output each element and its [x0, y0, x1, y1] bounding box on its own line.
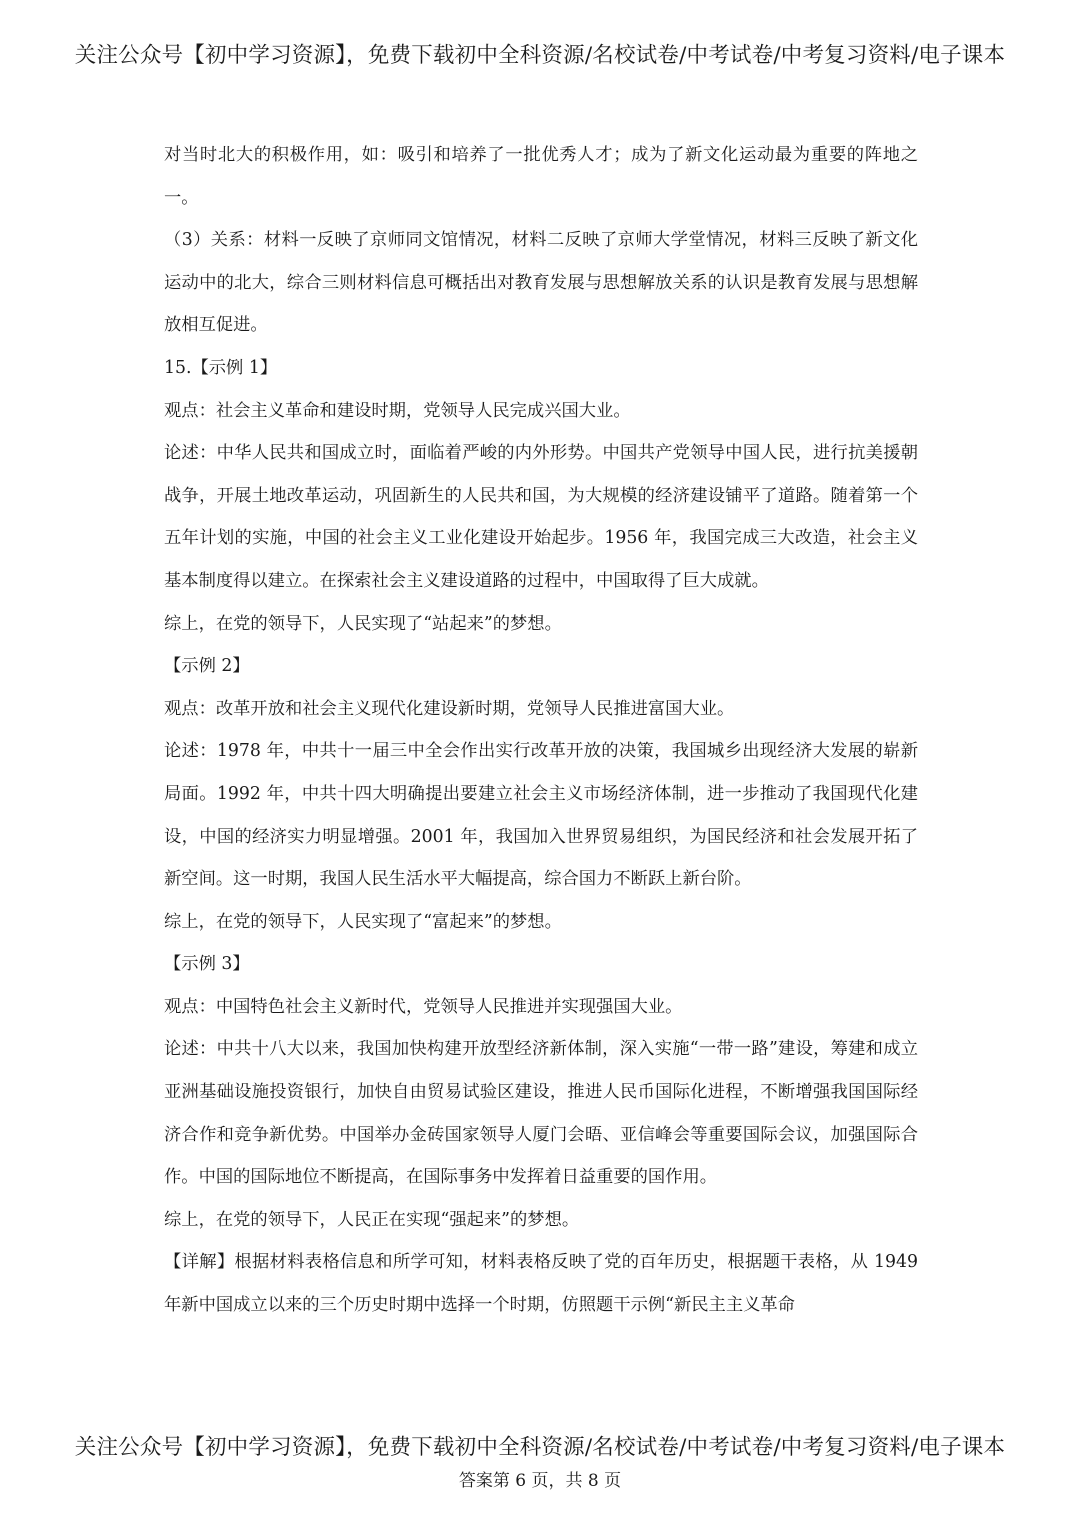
example-heading: 【示例 2】 [164, 656, 250, 677]
paragraph: 综上，在党的领导下，人民实现了“站起来”的梦想。 [164, 613, 562, 634]
example-heading: 【示例 3】 [164, 954, 250, 975]
paragraph: 综上，在党的领导下，人民正在实现“强起来”的梦想。 [164, 1209, 580, 1230]
paragraph: 观点：中国特色社会主义新时代，党领导人民推进并实现强国大业。 [164, 996, 683, 1017]
paragraph: 观点：社会主义革命和建设时期，党领导人民完成兴国大业。 [164, 400, 631, 421]
paragraph: 综上，在党的领导下，人民实现了“富起来”的梦想。 [164, 911, 562, 932]
bottom-promo-banner: 关注公众号【初中学习资源】，免费下载初中全科资源/名校试卷/中考试卷/中考复习资料/电子课本 [74, 1435, 1006, 1460]
paragraph: 观点：改革开放和社会主义现代化建设新时期，党领导人民推进富国大业。 [164, 698, 735, 719]
top-promo-banner: 关注公众号【初中学习资源】，免费下载初中全科资源/名校试卷/中考试卷/中考复习资料/电子课本 [74, 43, 1006, 68]
page-number: 答案第 6 页，共 8 页 [458, 1471, 622, 1491]
paragraph: 论述：中华人民共和国成立时，面临着严峻的内外形势。中国共产党领导中国人民，进行抗美援朝战争，开展土地改革运动，巩固新生的人民共和国，为大规模的经济建设铺平了道路。随着第一个五年计划的实施，中国的社会主义工业化建设开始起步。1956 年，我国完成三大改造，社会主义基本制度得以建立。在探索社会主义建设道路的过程中，中国取得了巨大成就。 [164, 443, 918, 591]
answer-body [164, 134, 918, 1327]
paragraph: （3）关系：材料一反映了京师同文馆情况，材料二反映了京师大学堂情况，材料三反映了新文化运动中的北大，综合三则材料信息可概括出对教育发展与思想解放关系的认识是教育发展与思想解放相互促进。 [164, 230, 918, 336]
paragraph: 论述：中共十八大以来，我国加快构建开放型经济新体制，深入实施“一带一路”建设，筹建和成立亚洲基础设施投资银行，加快自由贸易试验区建设，推进人民币国际化进程，不断增强我国国际经济合作和竞争新优势。中国举办金砖国家领导人厦门会晤、亚信峰会等重要国际会议，加强国际合作。中国的国际地位不断提高，在国际事务中发挥着日益重要的国作用。 [164, 1039, 918, 1188]
explanation-paragraph: 【详解】根据材料表格信息和所学可知，材料表格反映了党的百年历史，根据题干表格，从 1949 年新中国成立以来的三个历史时期中选择一个时期，仿照题干示例“新民主主义革命 [164, 1252, 918, 1316]
paragraph: 对当时北大的积极作用，如：吸引和培养了一批优秀人才；成为了新文化运动最为重要的阵地之一。 [164, 145, 918, 208]
example-heading: 15.【示例 1】 [164, 357, 278, 378]
paragraph: 论述：1978 年，中共十一届三中全会作出实行改革开放的决策，我国城乡出现经济大发展的崭新局面。1992 年，中共十四大明确提出要建立社会主义市场经济体制，进一步推动了我国现代化建设，中国的经济实力明显增强。2001 年，我国加入世界贸易组织，为国民经济和社会发展开拓了新空间。这一时期，我国人民生活水平大幅提高，综合国力不断跃上新台阶。 [164, 741, 918, 890]
